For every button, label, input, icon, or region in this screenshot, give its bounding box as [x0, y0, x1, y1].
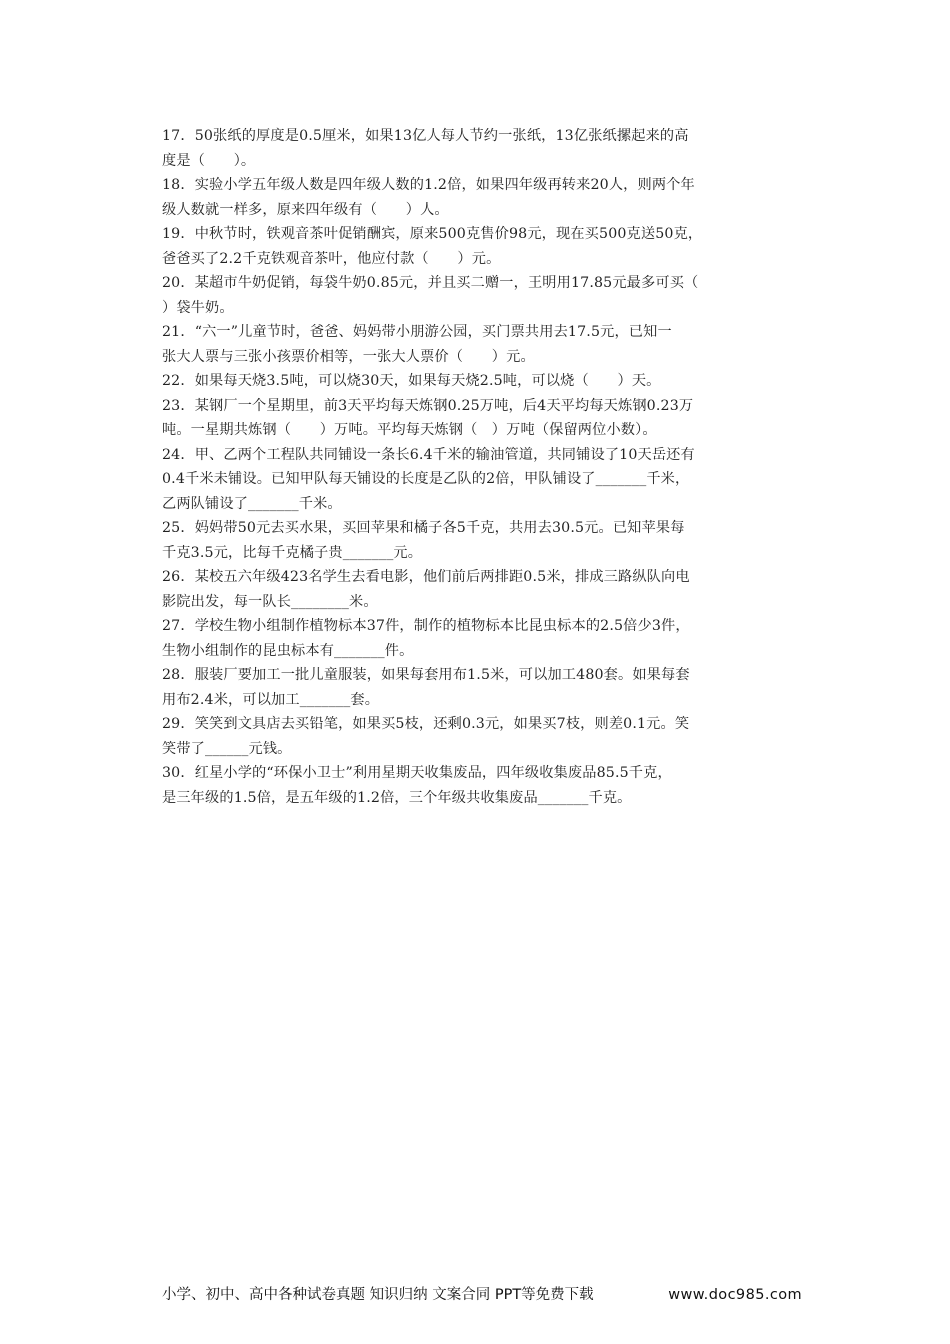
question-line: 张大人票与三张小孩票价相等，一张大人票价（ ）元。 [162, 348, 535, 365]
footer-text: 小学、初中、高中各种试卷真题 知识归纳 文案合同 PPT等免费下载 [162, 1287, 594, 1303]
question-line: 28．服装厂要加工一批儿童服装，如果每套用布1.5米，可以加工480套。如果每套 [162, 667, 690, 683]
footer-url[interactable]: www.doc985.com [668, 1287, 802, 1303]
question-q18 [162, 173, 794, 222]
question-q20 [162, 271, 794, 320]
question-q19 [162, 222, 794, 271]
question-line: 影院出发，每一队长________米。 [162, 593, 378, 610]
question-line: 吨。一星期共炼钢（ ）万吨。平均每天炼钢（ ）万吨（保留两位小数）。 [162, 422, 657, 438]
question-list [162, 124, 794, 810]
question-line: 生物小组制作的昆虫标本有_______件。 [162, 642, 414, 659]
question-line: 度是（ ）。 [162, 152, 256, 169]
question-line: 级人数就一样多，原来四年级有（ ）人。 [162, 201, 449, 218]
question-line: 24．甲、乙两个工程队共同铺设一条长6.4千米的输油管道，共同铺设了10天岳还有 [162, 446, 695, 463]
question-q17 [162, 124, 794, 173]
question-q26 [162, 565, 794, 614]
question-line: 爸爸买了2.2千克铁观音茶叶，他应付款（ ）元。 [162, 250, 501, 267]
question-line: 是三年级的1.5倍，是五年级的1.2倍，三个年级共收集废品_______千克。 [162, 789, 632, 806]
question-line: 29．笑笑到文具店去买铅笔，如果买5枝，还剩0.3元，如果买7枝，则差0.1元。笑 [162, 716, 690, 732]
question-line: 笑带了______元钱。 [162, 740, 292, 757]
question-line: 25．妈妈带50元去买水果，买回苹果和橘子各5千克，共用去30.5元。已知苹果每 [162, 520, 685, 536]
question-q27 [162, 614, 794, 663]
question-line: ）袋牛奶。 [162, 299, 234, 316]
question-line: 18．实验小学五年级人数是四年级人数的1.2倍，如果四年级再转来20人，则两个年 [162, 177, 695, 193]
question-line: 0.4千米未铺设。已知甲队每天铺设的长度是乙队的2倍，甲队铺设了_______千米， [162, 471, 690, 487]
question-line: 26．某校五六年级423名学生去看电影，他们前后两排距0.5米，排成三路纵队向电 [162, 569, 690, 585]
question-line: 30．红星小学的“环保小卫士”利用星期天收集废品，四年级收集废品85.5千克， [162, 765, 672, 781]
question-line: 20．某超市牛奶促销，每袋牛奶0.85元，并且买二赠一，王明用17.85元最多可买（ [162, 275, 699, 291]
question-line: 27．学校生物小组制作植物标本37件，制作的植物标本比昆虫标本的2.5倍少3件， [162, 618, 690, 634]
question-line: 21．“六一”儿童节时，爸爸、妈妈带小朋游公园，买门票共用去17.5元，已知一 [162, 324, 672, 340]
question-line: 22．如果每天烧3.5吨，可以烧30天，如果每天烧2.5吨，可以烧（ ）天。 [162, 373, 661, 389]
question-q24 [162, 443, 794, 517]
question-q29 [162, 712, 794, 761]
question-q28 [162, 663, 794, 712]
question-q30 [162, 761, 794, 810]
question-line: 19．中秋节时，铁观音茶叶促销酬宾，原来500克售价98元，现在买500克送50克， [162, 226, 703, 242]
question-line: 千克3.5元，比每千克橘子贵_______元。 [162, 544, 423, 561]
question-q23 [162, 394, 794, 443]
question-q22 [162, 369, 794, 394]
question-line: 用布2.4米，可以加工_______套。 [162, 691, 380, 708]
page-footer [162, 1284, 802, 1306]
question-line: 乙两队铺设了_______千米。 [162, 495, 342, 512]
question-q21 [162, 320, 794, 369]
question-q25 [162, 516, 794, 565]
question-line: 23．某钢厂一个星期里，前3天平均每天炼钢0.25万吨，后4天平均每天炼钢0.23万 [162, 397, 694, 414]
question-line: 17．50张纸的厚度是0.5厘米，如果13亿人每人节约一张纸，13亿张纸摞起来的高 [162, 128, 689, 144]
